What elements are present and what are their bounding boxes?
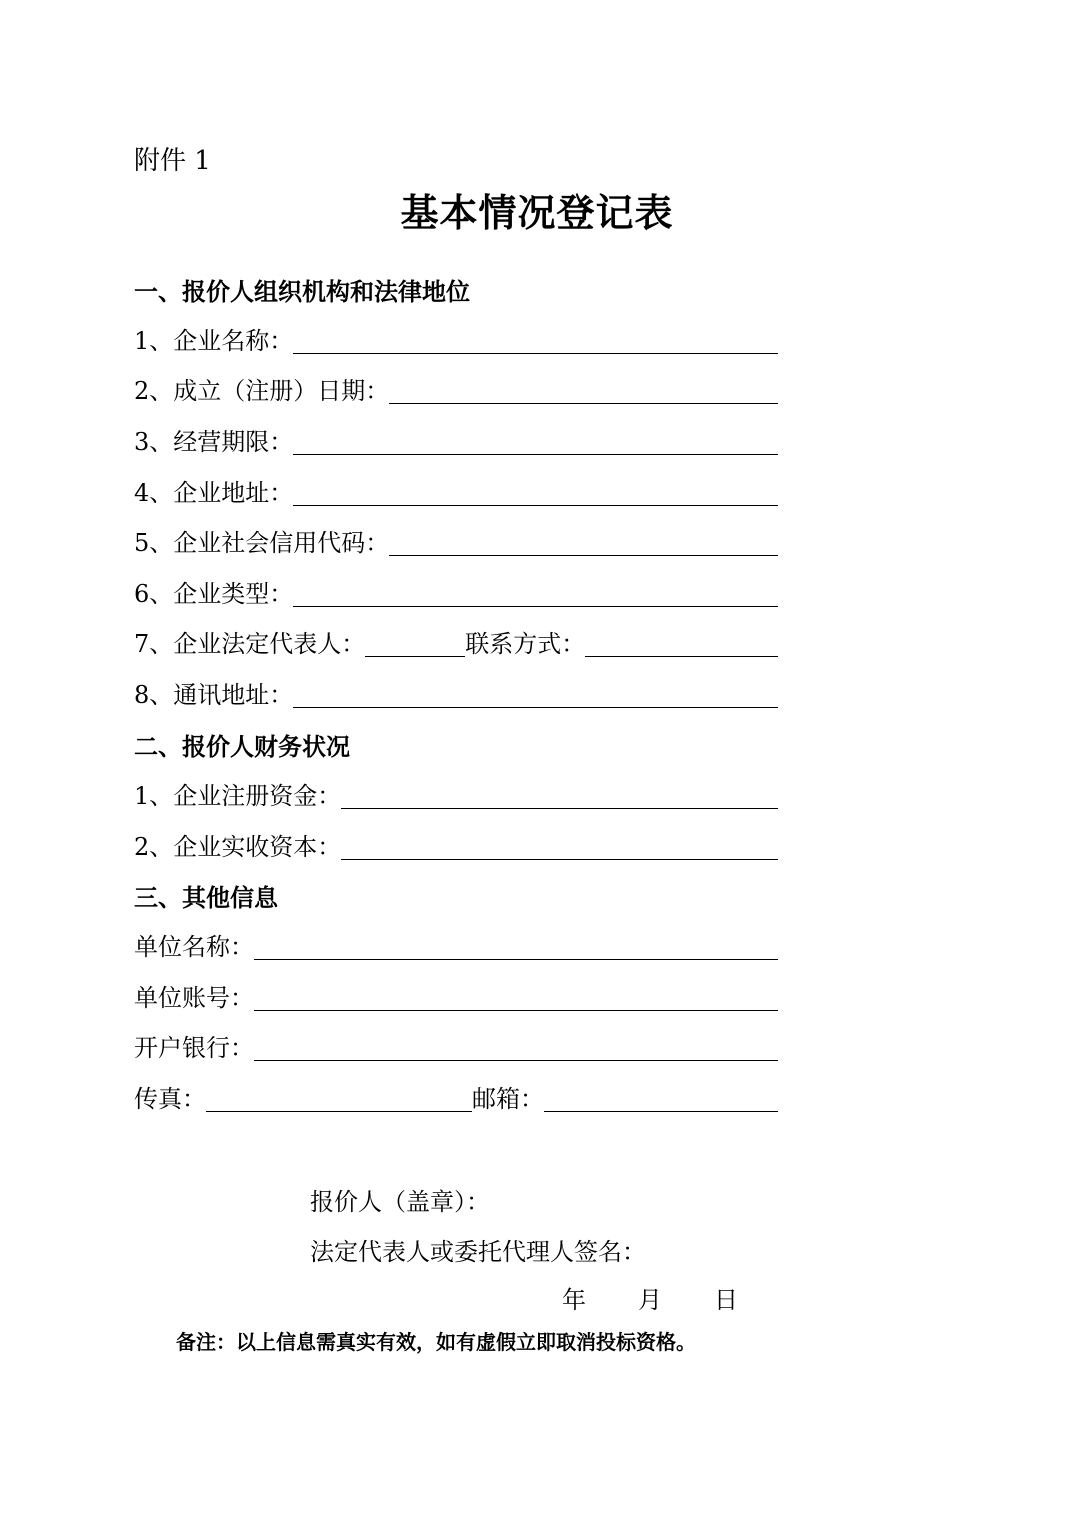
date-line xyxy=(562,1280,738,1315)
field-label: 2、企业实收资本： xyxy=(134,833,342,861)
field-company-address xyxy=(134,472,778,508)
field-bank xyxy=(134,1027,778,1063)
field-credit-code xyxy=(134,522,778,558)
fill-line[interactable] xyxy=(389,529,778,556)
fill-line[interactable] xyxy=(293,681,778,708)
fill-line[interactable] xyxy=(341,782,778,809)
field-registered-capital xyxy=(134,775,778,811)
fill-line[interactable] xyxy=(365,630,465,657)
field-company-name xyxy=(134,320,778,356)
fill-line[interactable] xyxy=(254,1034,778,1061)
fill-line[interactable] xyxy=(293,580,778,607)
section-3-heading: 三、其他信息 xyxy=(134,883,278,912)
field-account-number xyxy=(134,977,778,1013)
field-label: 4、企业地址： xyxy=(134,479,294,507)
field-unit-name xyxy=(134,926,778,962)
seal-label: 报价人（盖章）： xyxy=(310,1188,490,1216)
field-label: 3、经营期限： xyxy=(134,428,294,456)
fill-line[interactable] xyxy=(341,833,778,860)
section-2-heading: 二、报价人财务状况 xyxy=(134,732,350,761)
field-label: 单位名称： xyxy=(134,933,254,961)
fill-line[interactable] xyxy=(389,377,778,404)
field-company-type xyxy=(134,573,778,609)
footnote: 备注：以上信息需真实有效，如有虚假立即取消投标资格。 xyxy=(176,1330,696,1354)
date-month: 月 xyxy=(638,1286,662,1314)
field-label: 单位账号： xyxy=(134,984,254,1012)
field-label: 8、通讯地址： xyxy=(134,681,294,709)
field-label-contact: 联系方式： xyxy=(465,630,586,658)
fill-line[interactable] xyxy=(293,428,778,455)
field-label: 2、成立（注册）日期： xyxy=(134,377,390,405)
fill-line[interactable] xyxy=(293,327,778,354)
fill-line[interactable] xyxy=(585,630,778,657)
field-establish-date xyxy=(134,370,778,406)
section-1-heading: 一、报价人组织机构和法律地位 xyxy=(134,277,470,306)
field-label: 5、企业社会信用代码： xyxy=(134,529,390,557)
fill-line[interactable] xyxy=(293,479,778,506)
field-legal-rep xyxy=(134,623,778,659)
field-label: 1、企业名称： xyxy=(134,327,294,355)
field-paid-capital xyxy=(134,826,778,862)
date-year: 年 xyxy=(562,1286,586,1314)
fill-line[interactable] xyxy=(254,984,778,1011)
field-mailing-address xyxy=(134,674,778,710)
fill-line[interactable] xyxy=(206,1085,472,1112)
field-operation-period xyxy=(134,421,778,457)
fill-line[interactable] xyxy=(544,1085,778,1112)
field-label: 1、企业注册资金： xyxy=(134,782,342,810)
field-fax-email xyxy=(134,1078,778,1114)
date-day: 日 xyxy=(714,1286,738,1314)
field-label: 7、企业法定代表人： xyxy=(134,630,366,658)
fill-line[interactable] xyxy=(254,933,778,960)
attachment-label: 附件 1 xyxy=(134,146,211,176)
field-label: 传真： xyxy=(134,1085,206,1113)
field-label-email: 邮箱： xyxy=(472,1085,544,1113)
field-label: 6、企业类型： xyxy=(134,580,294,608)
signatory-label: 法定代表人或委托代理人签名： xyxy=(310,1238,646,1266)
field-label: 开户银行： xyxy=(134,1034,254,1062)
form-title: 基本情况登记表 xyxy=(400,190,674,235)
